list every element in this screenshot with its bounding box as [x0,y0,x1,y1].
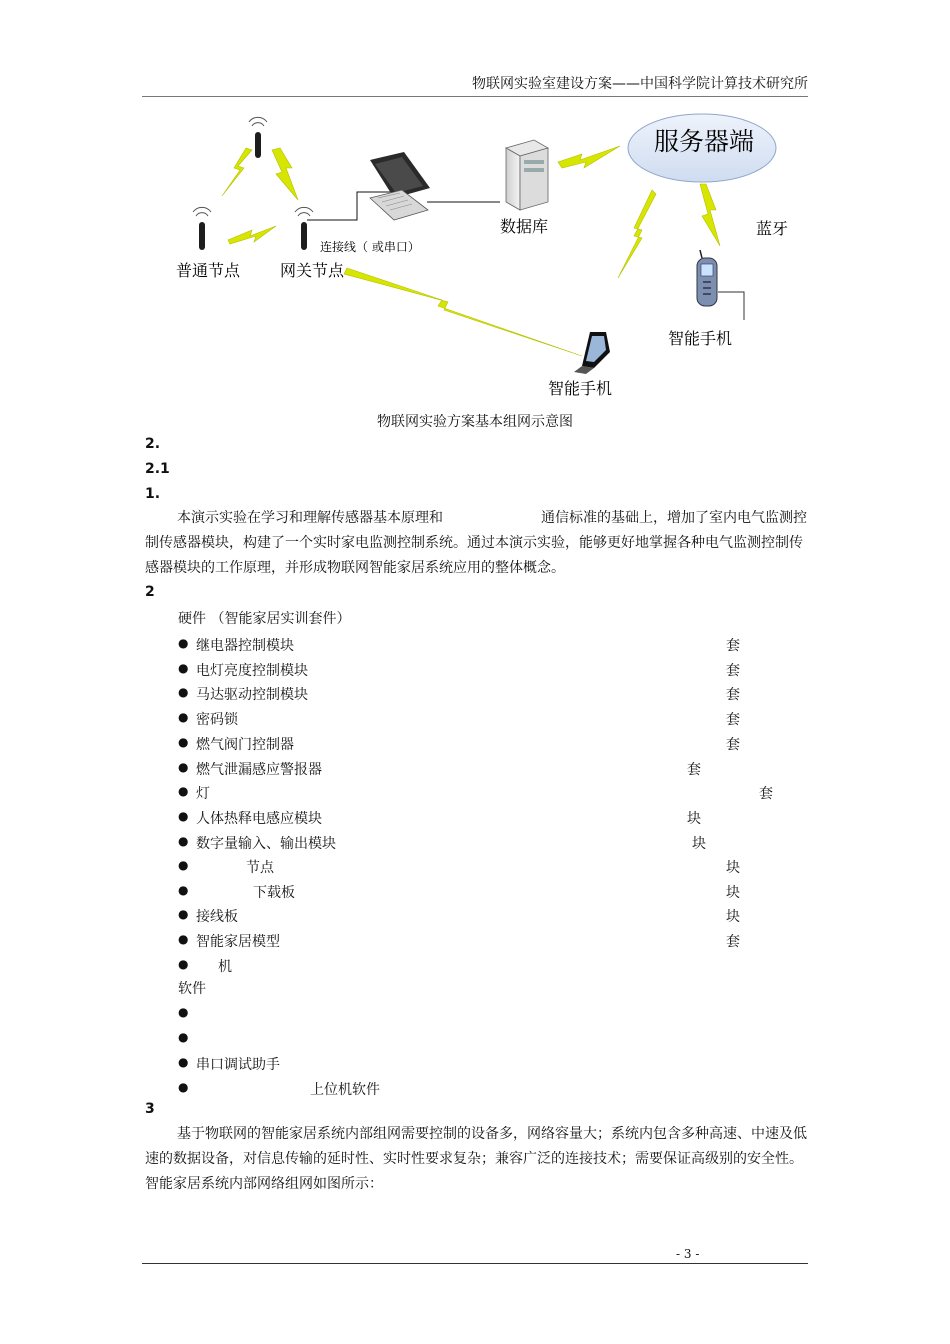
hardware-item: 智能家居模型 [196,934,280,950]
network-diagram-svg [142,110,808,410]
hardware-item: 继电器控制模块 [196,638,294,654]
bullet-icon: ● [178,1080,189,1094]
phone-icon [574,332,610,374]
wireless-bolt-4 [558,146,620,168]
wireless-bolt-3 [228,226,276,244]
header-rule [142,96,808,97]
hardware-item: 燃气泄漏感应警报器 [196,762,322,778]
hardware-unit: 套 [726,737,740,753]
hardware-unit: 块 [726,909,740,925]
figure-caption: 物联网实验方案基本组网示意图 [377,414,573,430]
hardware-unit: 套 [726,663,740,679]
hardware-unit: 套 [687,762,701,778]
link-label: 连接线（ 或串口） [320,240,420,254]
hardware-unit: 块 [692,836,706,852]
phone-bottom-label: 智能手机 [548,379,613,398]
hardware-item: 密码锁 [196,712,238,728]
hardware-item: 马达驱动控制模块 [196,687,308,703]
section3-paragraph: 基于物联网的智能家居系统内部组网需要控制的设备多，网络容量大；系统内包含多种高速、中速及低速的数据设备，对信息传输的延时性、实时性要求复杂；兼容广泛的连接技术；需要保证高级别的安全性。智能家居系统内部网络组网如图所示： [145,1126,807,1192]
bullet-icon: ● [178,685,189,699]
software-item: 串口调试助手 [196,1057,280,1073]
heading-3: 3 [145,1101,155,1117]
wireless-bolt-2 [272,148,298,200]
wireless-bolt-7 [344,268,582,356]
database-server-icon [506,140,548,210]
bluetooth-label: 蓝牙 [756,219,789,238]
hardware-item: 灯 [196,786,210,802]
bullet-icon: ● [178,1005,189,1019]
hardware-item: 电灯亮度控制模块 [196,663,308,679]
wireless-bolt-5 [618,190,656,278]
bullet-icon: ● [178,1055,189,1069]
phone-right-label: 智能手机 [668,329,733,348]
antenna-icon [295,207,313,250]
hardware-unit: 块 [726,885,740,901]
bullet-icon: ● [178,661,189,675]
bullet-icon: ● [178,760,189,774]
normal-node-label: 普通节点 [176,261,241,280]
wireless-bolt-1 [222,148,252,196]
hardware-title: 硬件 （智能家居实训套件） [178,611,351,627]
bullet-icon: ● [178,784,189,798]
hardware-unit: 套 [726,934,740,950]
hardware-item: 接线板 [196,909,238,925]
heading-2: 2. [145,436,161,452]
bullet-icon: ● [178,957,189,971]
antenna-icon [249,117,267,158]
bullet-icon: ● [178,636,189,650]
bullet-icon: ● [178,883,189,897]
gateway-node-label: 网关节点 [280,261,345,280]
hardware-item: 下载板 [253,885,295,901]
bullet-icon: ● [178,1030,189,1044]
laptop-icon [370,152,430,220]
hardware-unit: 块 [687,811,701,827]
heading-1: 1. [145,486,161,502]
heading-2-1: 2.1 [145,461,170,477]
hardware-unit: 块 [726,860,740,876]
hardware-unit: 套 [726,687,740,703]
intro-paragraph: 本演示实验在学习和理解传感器基本原理和 通信标准的基础上，增加了室内电气监测控制传感器模块，构建了一个实时家电监测控制系统。通过本演示实验，能够更好地掌握各种电气监测控制传感器模块的工作原理，并形成物联网智能家居系统应用的整体概念。 [145,510,807,576]
software-item: 上位机软件 [310,1082,380,1098]
hardware-unit: 套 [759,786,773,802]
bullet-icon: ● [178,809,189,823]
bullet-icon: ● [178,858,189,872]
hardware-item: 人体热释电感应模块 [196,811,322,827]
hardware-item: 数字量输入、输出模块 [196,836,336,852]
network-diagram [142,110,808,410]
page-number: - 3 - [676,1247,700,1261]
phone-icon [697,250,744,320]
database-label: 数据库 [500,217,549,236]
heading-2b: 2 [145,584,155,600]
bullet-icon: ● [178,735,189,749]
hardware-item: 节点 [246,860,274,876]
server-label: 服务器端 [654,127,755,156]
hardware-item: 燃气阀门控制器 [196,737,294,753]
hardware-item: 机 [218,959,232,975]
page-header: 物联网实验室建设方案——中国科学院计算技术研究所 [472,76,808,92]
antenna-icon [193,207,211,250]
bullet-icon: ● [178,710,189,724]
hardware-unit: 套 [726,638,740,654]
wireless-bolt-6 [700,184,720,246]
bullet-icon: ● [178,932,189,946]
hardware-unit: 套 [726,712,740,728]
footer-rule [142,1263,808,1264]
software-title: 软件 [178,981,206,997]
bullet-icon: ● [178,907,189,921]
bullet-icon: ● [178,834,189,848]
